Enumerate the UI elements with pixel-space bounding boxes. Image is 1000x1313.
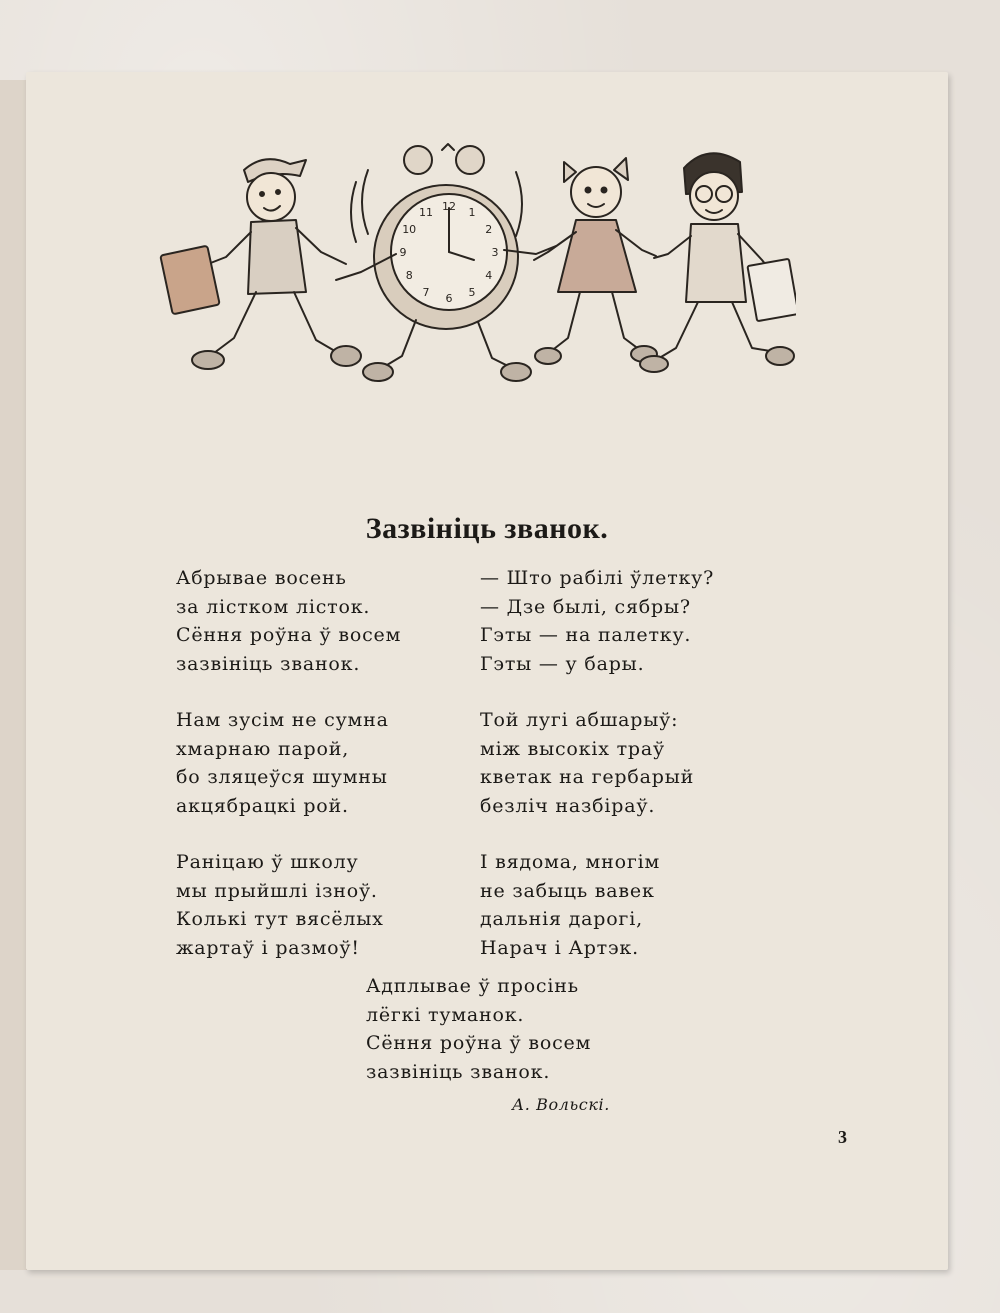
poem-stanza [176, 848, 401, 962]
clock-number: 6 [445, 292, 453, 305]
poem-line: — Дзе былі, сябры? [480, 595, 691, 618]
poem-line: лёгкі туманок. [366, 1003, 525, 1026]
poem-line: безліч назбіраў. [480, 794, 656, 817]
page-number: 3 [838, 1127, 847, 1147]
poem-line: дальнія дарогі, [480, 908, 643, 930]
poem-line: жартаў і размоў! [176, 936, 360, 959]
poem-line: Той лугі абшарыў: [480, 709, 679, 731]
poem-line: не забыць вавек [480, 879, 655, 902]
poem-author: А. Вольскі. [512, 1095, 610, 1114]
boy-with-cap-icon [160, 159, 361, 369]
poem-line: бо зляцеўся шумны [176, 766, 388, 788]
poem-column-left [176, 564, 401, 990]
alarm-clock-icon [336, 144, 556, 381]
clock-number: 4 [485, 269, 493, 282]
poem-stanza [480, 706, 714, 820]
clock-number: 3 [491, 246, 499, 259]
poem-line: — Што рабілі ўлетку? [480, 567, 715, 589]
poem-stanza [176, 706, 401, 820]
clock-number: 5 [468, 285, 476, 299]
clock-number: 12 [442, 200, 456, 213]
poem-line: між высокіх траў [480, 737, 665, 760]
clock-number: 1 [468, 206, 476, 220]
poem-column-right [480, 564, 714, 990]
boy-with-glasses-icon [640, 153, 796, 372]
poem-line: кветак на гербарый [480, 766, 695, 788]
clock-number: 2 [485, 223, 493, 236]
poem-line: хмарнаю парой, [176, 737, 350, 760]
poem-line: І вядома, многім [480, 851, 661, 873]
poem-line: Раніцаю ў школу [176, 851, 359, 873]
poem-line: Нарач і Артэк. [480, 936, 639, 959]
girl-with-bows-icon [534, 158, 657, 364]
previous-page-edge [0, 80, 27, 1270]
clock-number: 8 [405, 269, 413, 282]
poem-line: Сёння роўна ў восем [176, 624, 402, 646]
poem-line: мы прыйшлі ізноў. [176, 879, 378, 902]
poem-stanza [480, 564, 714, 678]
clock-number: 11 [419, 206, 433, 220]
poem-title: Зазвініць званок. [365, 512, 609, 545]
poem-line: Сёння роўна ў восем [366, 1032, 592, 1054]
poem-final-stanza [366, 972, 591, 1086]
poem-line: Гэты — на палетку. [480, 624, 692, 646]
clock-number: 10 [402, 223, 417, 236]
illustration-children-with-clock [156, 142, 796, 442]
poem-line: за лістком лісток. [176, 595, 371, 618]
clock-number: 9 [399, 246, 407, 259]
poem-stanza [480, 848, 714, 962]
poem-line: Абрывае восень [176, 567, 347, 589]
clock-number: 7 [422, 285, 430, 299]
poem-line: Колькі тут вясёлых [176, 908, 384, 930]
poem-line: зазвініць званок. [366, 1060, 551, 1083]
poem-line: зазвініць званок. [176, 652, 361, 675]
poem-line: Адплывае ў просінь [366, 975, 579, 997]
book-page [26, 72, 948, 1270]
poem-stanza [176, 564, 401, 678]
poem-line: Нам зусім не сумна [176, 709, 389, 731]
poem-line: акцябрацкі рой. [176, 794, 349, 817]
poem-line: Гэты — у бары. [480, 652, 645, 675]
